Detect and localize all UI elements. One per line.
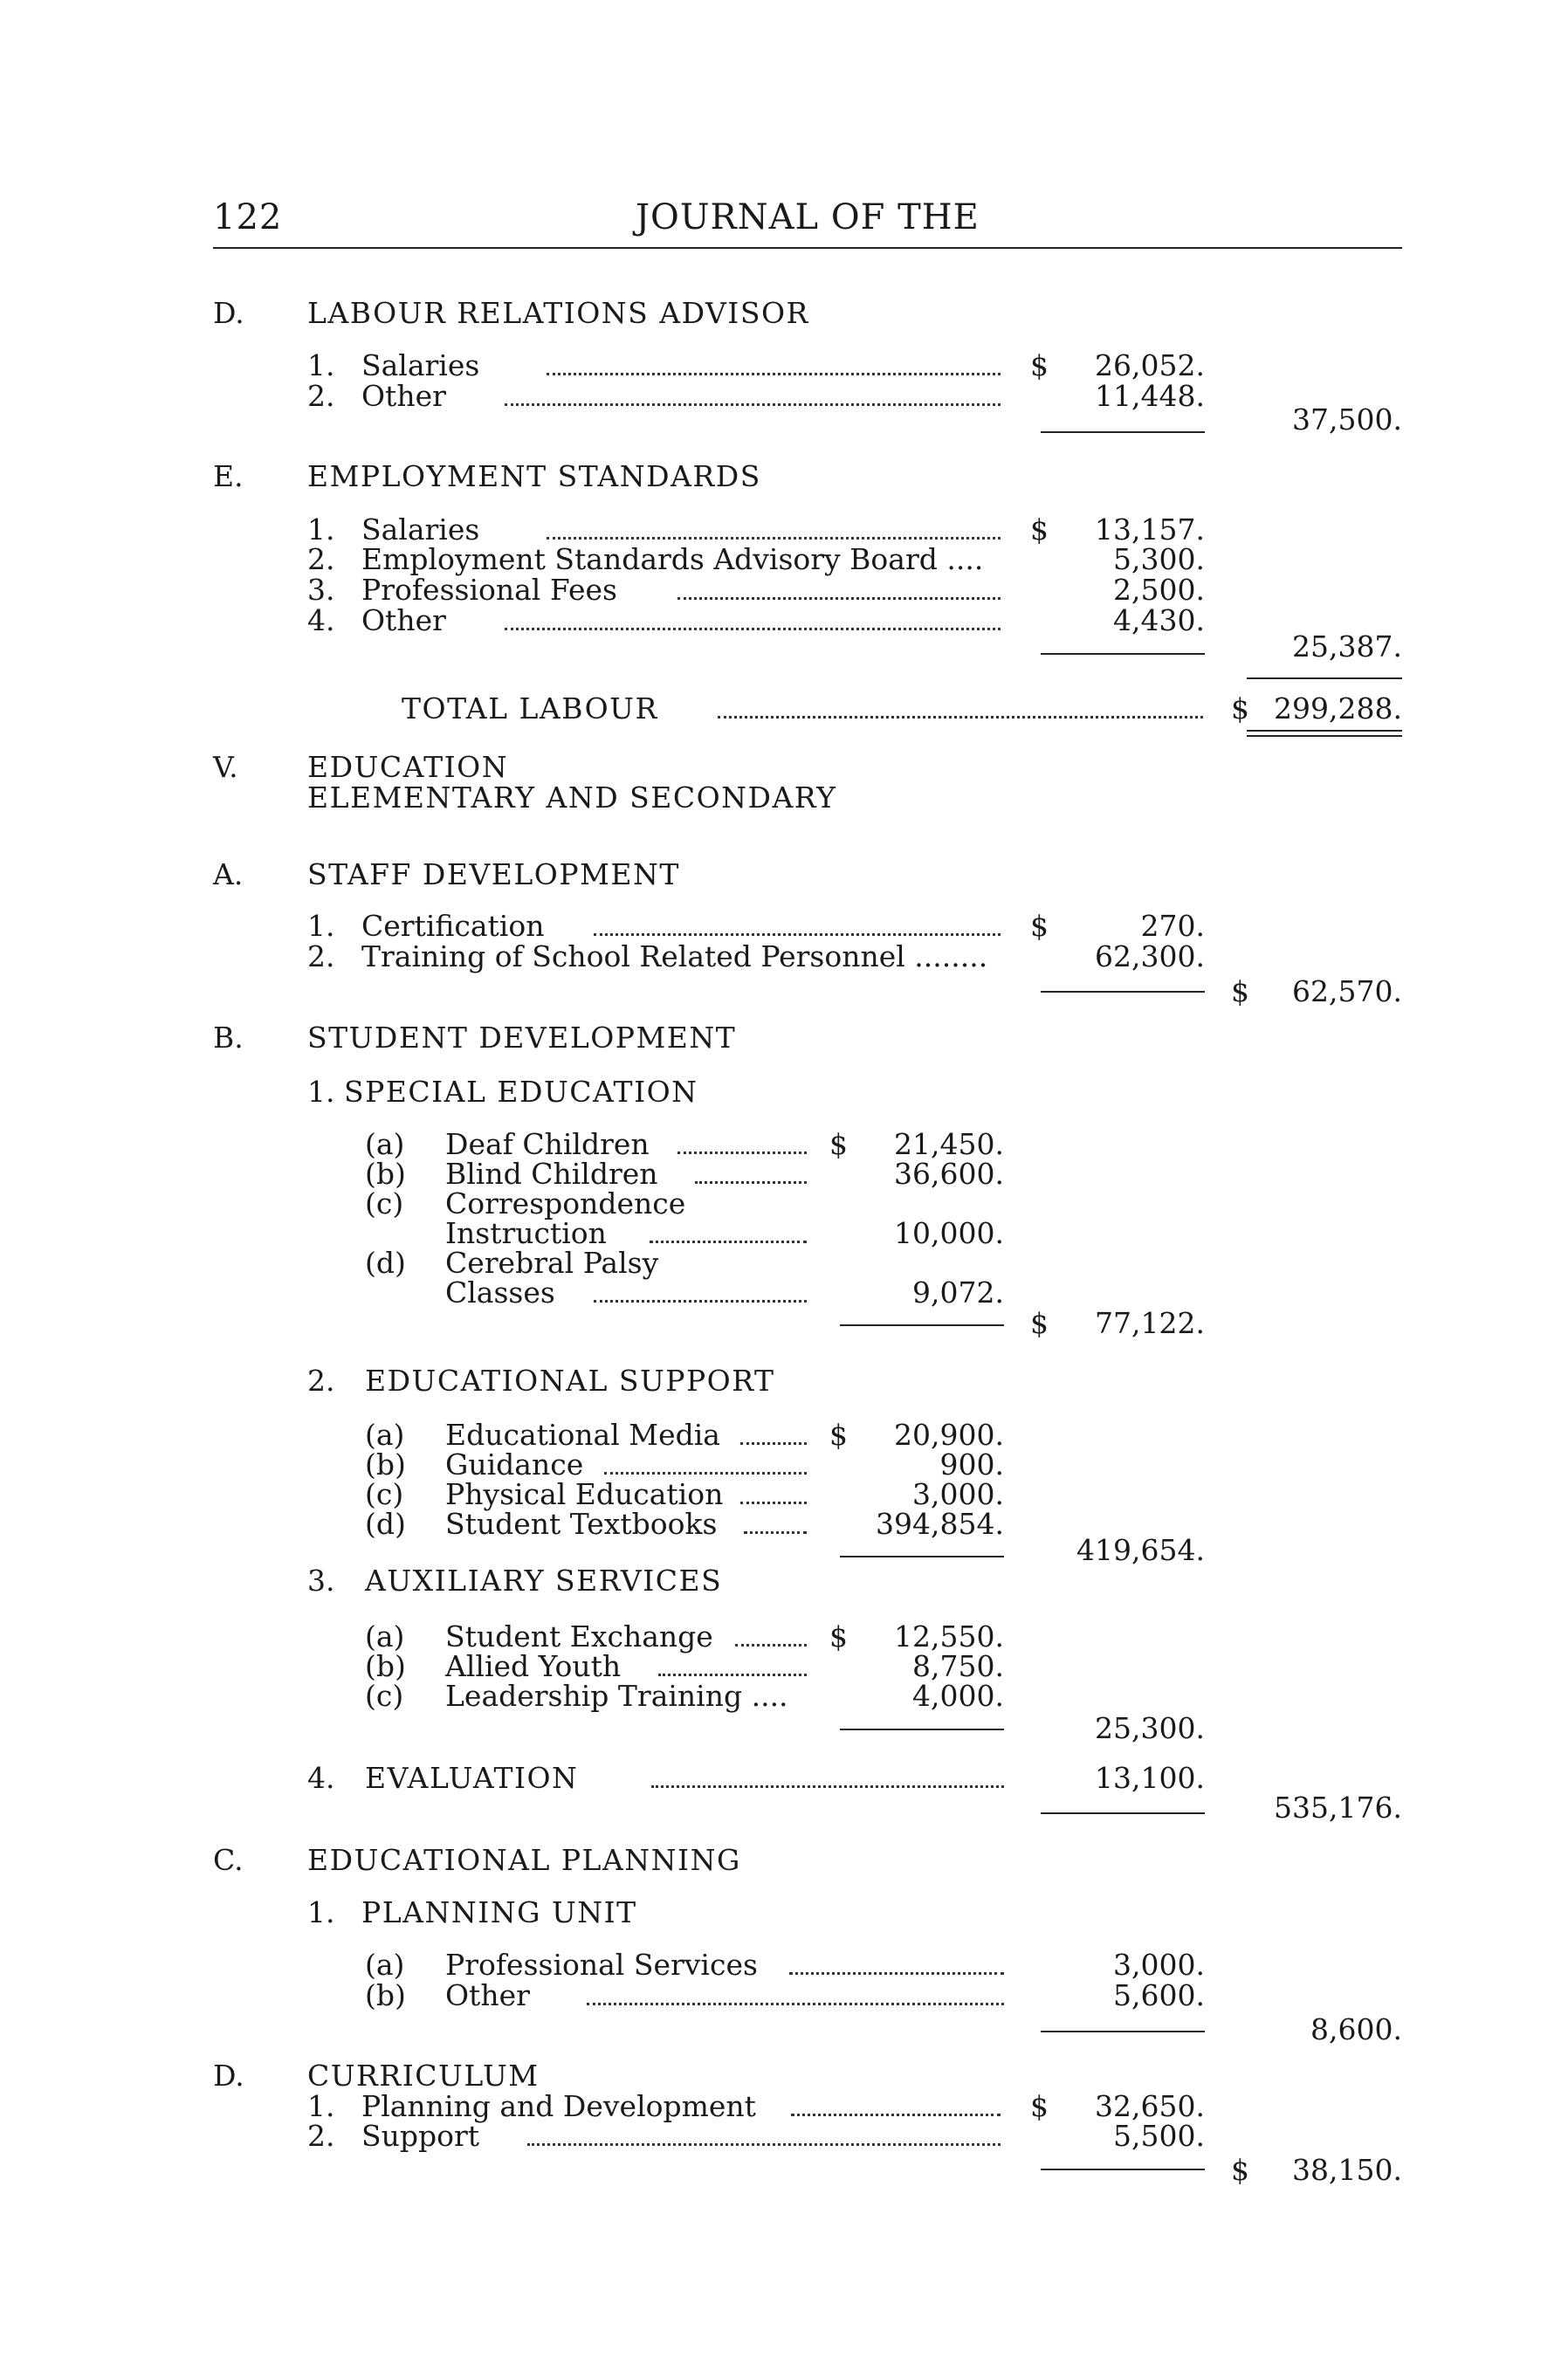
leader-dots bbox=[744, 1529, 807, 1534]
subtotal-rule bbox=[840, 1729, 1004, 1730]
item-letter: (a) bbox=[365, 1127, 405, 1161]
item-num: 4. bbox=[307, 603, 335, 637]
subsection-total: 77,122. bbox=[1095, 1306, 1205, 1340]
item-letter: (a) bbox=[365, 1418, 405, 1452]
item-amount: 3,000. bbox=[1113, 1948, 1205, 1982]
item-label: Physical Education bbox=[445, 1477, 724, 1511]
leader-dots bbox=[735, 1641, 807, 1647]
subsection-title-evaluation: EVALUATION bbox=[365, 1761, 579, 1795]
page-number: 122 bbox=[213, 197, 283, 237]
leader-dots bbox=[658, 1671, 807, 1676]
item-num: 2. bbox=[307, 939, 335, 973]
double-rule bbox=[1247, 730, 1402, 737]
item-label: Planning and Development bbox=[361, 2089, 756, 2123]
subsection-num: 3. bbox=[307, 1564, 335, 1598]
section-title-curriculum: CURRICULUM bbox=[307, 2059, 540, 2093]
item-label: Support bbox=[361, 2119, 480, 2153]
item-label: Blind Children bbox=[445, 1157, 658, 1191]
item-amount: 900. bbox=[939, 1447, 1004, 1482]
subsection-title-auxiliary-services: AUXILIARY SERVICES bbox=[365, 1564, 723, 1598]
leader-dots bbox=[604, 1469, 807, 1475]
item-amount: 13,157. bbox=[1095, 512, 1205, 547]
section-title-education: EDUCATION bbox=[307, 750, 509, 784]
item-num: 1. bbox=[307, 348, 335, 382]
subsection-title-special-education: SPECIAL EDUCATION bbox=[344, 1075, 698, 1109]
leader-dots bbox=[651, 1783, 1004, 1788]
item-label: Other bbox=[445, 1978, 530, 2012]
item-letter: (a) bbox=[365, 1619, 405, 1654]
dollar-sign: $ bbox=[1030, 348, 1049, 382]
subtotal-rule bbox=[840, 1324, 1004, 1326]
subtotal-rule bbox=[1041, 431, 1205, 433]
subsection-total: 13,100. bbox=[1095, 1761, 1205, 1795]
dollar-sign: $ bbox=[1030, 512, 1049, 547]
item-label: Student Exchange bbox=[445, 1619, 713, 1654]
subsection-total: 25,300. bbox=[1095, 1711, 1205, 1745]
leader-dots bbox=[791, 2111, 1001, 2116]
section-roman-v: V. bbox=[213, 750, 238, 784]
section-letter-c: C. bbox=[213, 1843, 244, 1877]
item-amount: 4,430. bbox=[1113, 603, 1205, 637]
leader-dots bbox=[547, 370, 1001, 375]
leader-dots bbox=[789, 1970, 1004, 1975]
subtotal-rule bbox=[1041, 991, 1205, 993]
section-title-educational-planning: EDUCATIONAL PLANNING bbox=[307, 1843, 741, 1877]
item-amount: 5,600. bbox=[1113, 1978, 1205, 2012]
item-label: Correspondence bbox=[445, 1186, 686, 1220]
item-letter: (c) bbox=[365, 1186, 404, 1220]
item-num: 2. bbox=[307, 542, 335, 576]
dollar-sign: $ bbox=[1231, 2153, 1249, 2187]
total-labour-label: TOTAL LABOUR bbox=[402, 691, 658, 725]
item-label: Professional Services bbox=[445, 1948, 758, 1982]
section-title-employment-standards: EMPLOYMENT STANDARDS bbox=[307, 459, 761, 493]
item-letter: (b) bbox=[365, 1978, 406, 2012]
item-num: 2. bbox=[307, 2119, 335, 2153]
leader-dots bbox=[527, 2141, 1001, 2146]
subsection-num: 2. bbox=[307, 1364, 335, 1398]
page-title: JOURNAL OF THE bbox=[636, 197, 980, 237]
item-amount: 36,600. bbox=[894, 1157, 1004, 1191]
item-label: Employment Standards Advisory Board .... bbox=[361, 542, 984, 576]
item-label: Educational Media bbox=[445, 1418, 720, 1452]
dollar-sign: $ bbox=[1030, 2089, 1049, 2123]
item-label-cont: Instruction bbox=[445, 1216, 607, 1250]
section-subtitle-elementary: ELEMENTARY AND SECONDARY bbox=[307, 780, 837, 815]
section-letter-d2: D. bbox=[213, 2059, 244, 2093]
item-num: 1. bbox=[307, 512, 335, 547]
item-label: Salaries bbox=[361, 512, 480, 547]
dollar-sign: $ bbox=[1030, 909, 1049, 943]
item-amount: 10,000. bbox=[894, 1216, 1004, 1250]
section-title-labour-relations: LABOUR RELATIONS ADVISOR bbox=[307, 296, 809, 330]
subtotal-rule bbox=[1041, 653, 1205, 655]
leader-dots bbox=[547, 534, 1001, 540]
dollar-sign: $ bbox=[1231, 691, 1249, 725]
subsection-title-planning-unit: PLANNING UNIT bbox=[361, 1895, 637, 1929]
item-letter: (c) bbox=[365, 1679, 404, 1713]
item-amount: 20,900. bbox=[894, 1418, 1004, 1452]
item-letter: (a) bbox=[365, 1948, 405, 1982]
item-label: Cerebral Palsy bbox=[445, 1246, 659, 1280]
leader-dots bbox=[740, 1499, 807, 1504]
item-amount: 12,550. bbox=[894, 1619, 1004, 1654]
item-label: Allied Youth bbox=[445, 1649, 622, 1683]
item-label: Other bbox=[361, 603, 446, 637]
section-total: 38,150. bbox=[1292, 2153, 1402, 2187]
item-label: Other bbox=[361, 379, 446, 413]
subsection-num: 1. bbox=[307, 1075, 335, 1109]
item-num: 1. bbox=[307, 2089, 335, 2123]
leader-dots bbox=[718, 713, 1203, 718]
item-letter: (d) bbox=[365, 1246, 406, 1280]
subsection-title-educational-support: EDUCATIONAL SUPPORT bbox=[365, 1364, 775, 1398]
header-rule bbox=[213, 247, 1402, 249]
leader-dots bbox=[677, 1149, 807, 1154]
leader-dots bbox=[505, 625, 1001, 630]
item-amount: 32,650. bbox=[1095, 2089, 1205, 2123]
item-amount: 62,300. bbox=[1095, 939, 1205, 973]
section-title-staff-development: STAFF DEVELOPMENT bbox=[307, 857, 680, 891]
item-num: 1. bbox=[307, 909, 335, 943]
dollar-sign: $ bbox=[1231, 974, 1249, 1008]
section-total: 535,176. bbox=[1274, 1791, 1402, 1825]
item-label: Student Textbooks bbox=[445, 1507, 718, 1541]
item-amount: 9,072. bbox=[912, 1275, 1004, 1310]
section-total: 62,570. bbox=[1292, 974, 1402, 1008]
subtotal-rule bbox=[840, 1556, 1004, 1557]
item-num: 2. bbox=[307, 379, 335, 413]
item-amount: 26,052. bbox=[1095, 348, 1205, 382]
leader-dots bbox=[740, 1440, 807, 1445]
item-amount: 2,500. bbox=[1113, 573, 1205, 607]
section-letter-b: B. bbox=[213, 1021, 244, 1055]
item-letter: (b) bbox=[365, 1157, 406, 1191]
item-label-cont: Classes bbox=[445, 1275, 555, 1310]
leader-dots bbox=[677, 595, 1001, 600]
item-label: Professional Fees bbox=[361, 573, 617, 607]
section-title-student-development: STUDENT DEVELOPMENT bbox=[307, 1021, 737, 1055]
total-labour-amount: 299,288. bbox=[1274, 691, 1402, 725]
subsection-total: 419,654. bbox=[1076, 1533, 1205, 1567]
item-label: Salaries bbox=[361, 348, 480, 382]
section-letter-a: A. bbox=[213, 857, 244, 891]
subsection-num: 1. bbox=[307, 1895, 335, 1929]
item-label: Leadership Training .... bbox=[445, 1679, 788, 1713]
item-label: Guidance bbox=[445, 1447, 584, 1482]
item-label: Deaf Children bbox=[445, 1127, 650, 1161]
item-letter: (b) bbox=[365, 1447, 406, 1482]
subtotal-rule bbox=[1041, 2169, 1205, 2170]
section-total: 8,600. bbox=[1310, 2012, 1402, 2046]
item-label: Certification bbox=[361, 909, 545, 943]
item-num: 3. bbox=[307, 573, 335, 607]
item-letter: (c) bbox=[365, 1477, 404, 1511]
section-total: 25,387. bbox=[1292, 629, 1402, 663]
leader-dots bbox=[695, 1179, 807, 1184]
item-label: Training of School Related Personnel ........ bbox=[361, 939, 988, 973]
subtotal-rule bbox=[1041, 1812, 1205, 1814]
total-rule bbox=[1247, 677, 1402, 679]
leader-dots bbox=[650, 1238, 807, 1243]
item-amount: 8,750. bbox=[912, 1649, 1004, 1683]
dollar-sign: $ bbox=[829, 1619, 848, 1654]
item-amount: 21,450. bbox=[894, 1127, 1004, 1161]
dollar-sign: $ bbox=[1030, 1306, 1049, 1340]
item-letter: (d) bbox=[365, 1507, 406, 1541]
leader-dots bbox=[594, 931, 1001, 936]
item-amount: 5,300. bbox=[1113, 542, 1205, 576]
leader-dots bbox=[505, 401, 1001, 406]
item-amount: 394,854. bbox=[876, 1507, 1004, 1541]
subtotal-rule bbox=[1041, 2031, 1205, 2032]
dollar-sign: $ bbox=[829, 1127, 848, 1161]
item-amount: 270. bbox=[1140, 909, 1205, 943]
section-letter-d: D. bbox=[213, 296, 244, 330]
item-amount: 3,000. bbox=[912, 1477, 1004, 1511]
leader-dots bbox=[587, 2000, 1004, 2005]
leader-dots bbox=[594, 1297, 807, 1303]
item-letter: (b) bbox=[365, 1649, 406, 1683]
dollar-sign: $ bbox=[829, 1418, 848, 1452]
item-amount: 4,000. bbox=[912, 1679, 1004, 1713]
item-amount: 5,500. bbox=[1113, 2119, 1205, 2153]
section-total: 37,500. bbox=[1292, 402, 1402, 437]
item-amount: 11,448. bbox=[1095, 379, 1205, 413]
section-letter-e: E. bbox=[213, 459, 244, 493]
subsection-num: 4. bbox=[307, 1761, 335, 1795]
